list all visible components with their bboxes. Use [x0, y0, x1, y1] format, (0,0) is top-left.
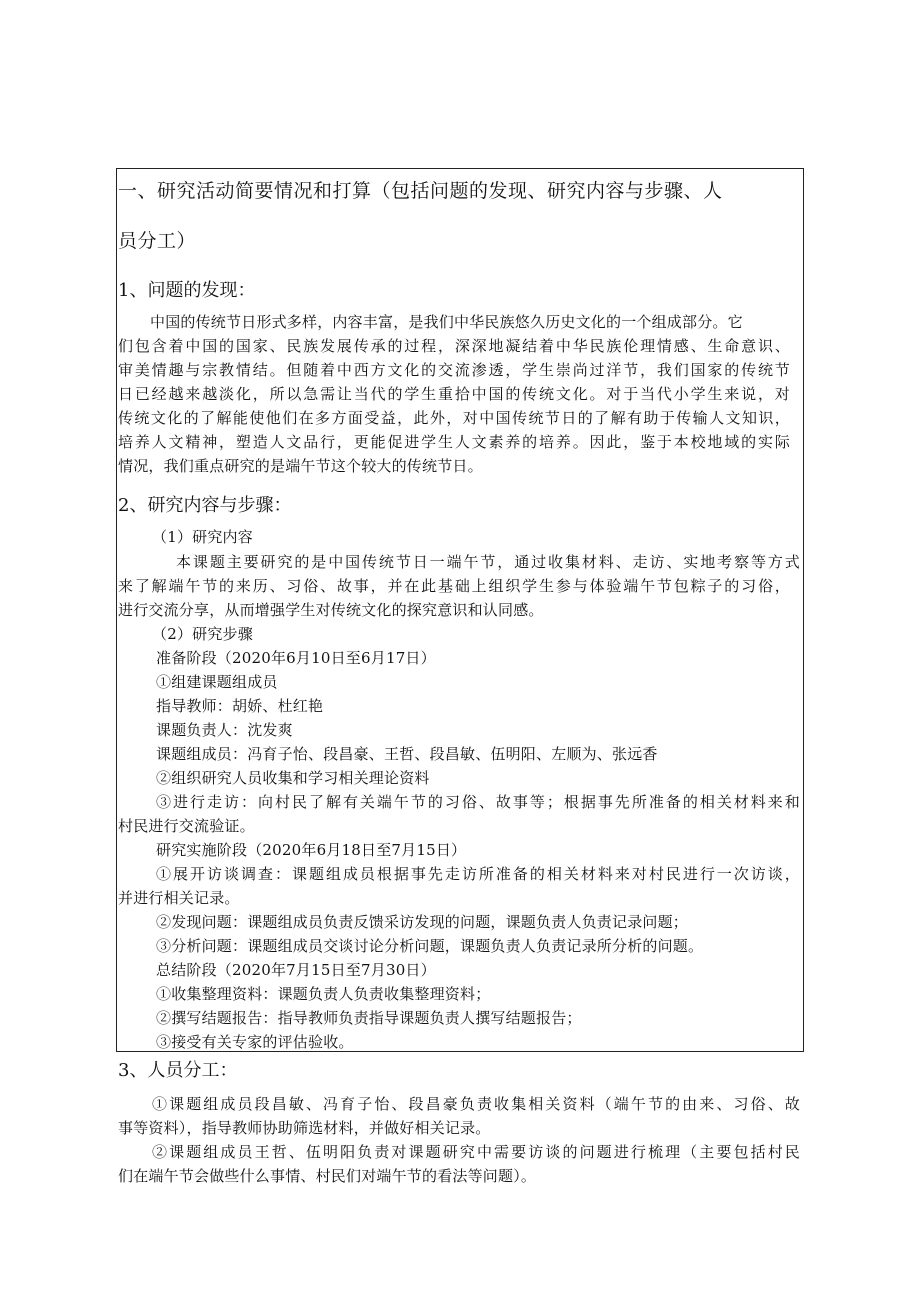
staffing-item-1-line2: 事等资料），指导教师协助筛选材料，并做好相关记录。: [118, 1119, 491, 1137]
summary-stage: 总结阶段（2020年7月15日至7月30日）: [156, 961, 436, 979]
members-line: 课题组成员：冯育子怡、段昌豪、王哲、段昌敏、伍明阳、左顺为、张远香: [156, 745, 658, 763]
discovery-heading: 1、问题的发现：: [118, 280, 256, 301]
discovery-line-6: 培养人文精神，塑造人文品行，更能促进学生人文素养的培养。因此，鉴于本校地域的实际: [118, 433, 790, 451]
discovery-line-3: 审美情趣与宗教情结。但随着中西方文化的交流渗透，学生崇尚过洋节，我们国家的传统节: [118, 361, 790, 379]
section-title-line1: 一、研究活动简要情况和打算（包括问题的发现、研究内容与步骤、人: [118, 180, 723, 202]
impl-item-3: ③分析问题：课题组成员交谈讨论分析问题，课题负责人负责记录所分析的问题。: [156, 937, 704, 955]
staffing-heading: 3、人员分工：: [118, 1060, 238, 1081]
summary-item-3: ③接受有关专家的评估验收。: [156, 1033, 354, 1051]
impl-item-1-line1: ①展开访谈调查：课题组成员根据事先走访所准备的相关材料来对村民进行一次访谈，: [156, 865, 800, 883]
content-line-2: 来了解端午节的来历、习俗、故事，并在此基础上组织学生参与体验端午节包粽子的习俗，: [118, 577, 790, 595]
content-line-1: 本课题主要研究的是中国传统节日一端午节，通过收集材料、走访、实地考察等方式: [176, 553, 800, 571]
leader-line: 课题负责人：沈发爽: [156, 721, 293, 739]
prep-item-2: ②组织研究人员收集和学习相关理论资料: [156, 769, 430, 787]
prep-item-3-line2: 村民进行交流验证。: [118, 817, 255, 835]
impl-item-1-line2: 并进行相关记录。: [118, 889, 240, 907]
staffing-item-2-line1: ②课题组成员王哲、伍明阳负责对课题研究中需要访谈的问题进行梳理（主要包括村民: [152, 1143, 800, 1161]
impl-stage: 研究实施阶段（2020年6月18日至7月15日）: [156, 841, 467, 859]
summary-item-2: ②撰写结题报告：指导教师负责指导课题负责人撰写结题报告；: [156, 1009, 582, 1027]
staffing-item-1-line1: ①课题组成员段昌敏、冯育子怡、段昌豪负责收集相关资料（端午节的由来、习俗、故: [152, 1095, 800, 1113]
prep-stage: 准备阶段（2020年6月10日至6月17日）: [156, 649, 436, 667]
content-sub2: （2）研究步骤: [152, 625, 253, 643]
prep-item-1: ①组建课题组成员: [156, 673, 278, 691]
content-line-3: 进行交流分享，从而增强学生对传统文化的探究意识和认同感。: [118, 601, 544, 619]
section-title-line2: 员分工）: [118, 230, 197, 252]
discovery-line-5: 传统文化的了解能使他们在多方面受益，此外，对中国传统节日的了解有助于传输人文知识，: [118, 409, 790, 427]
impl-item-2: ②发现问题：课题组成员负责反馈采访发现的问题，课题负责人负责记录问题；: [156, 913, 689, 931]
summary-item-1: ①收集整理资料：课题负责人负责收集整理资料；: [156, 985, 491, 1003]
discovery-line-2: 们包含着中国的国家、民族发展传承的过程，深深地凝结着中华民族伦理情感、生命意识、: [118, 337, 790, 355]
content-heading: 2、研究内容与步骤：: [118, 495, 292, 516]
prep-item-3-line1: ③进行走访：向村民了解有关端午节的习俗、故事等；根据事先所准备的相关材料来和: [156, 793, 800, 811]
discovery-line-4: 日已经越来越淡化，所以急需让当代的学生重拾中国的传统文化。对于当代小学生来说，对: [118, 385, 790, 403]
staffing-item-2-line2: 们在端午节会做些什么事情、村民们对端午节的看法等问题）。: [118, 1167, 537, 1185]
advisor-line: 指导教师：胡娇、杜红艳: [156, 697, 324, 715]
discovery-line-1: 中国的传统节日形式多样，内容丰富，是我们中华民族悠久历史文化的一个组成部分。它: [150, 313, 743, 331]
discovery-line-7: 情况，我们重点研究的是端午节这个较大的传统节日。: [118, 457, 483, 475]
content-sub1: （1）研究内容: [152, 528, 253, 546]
